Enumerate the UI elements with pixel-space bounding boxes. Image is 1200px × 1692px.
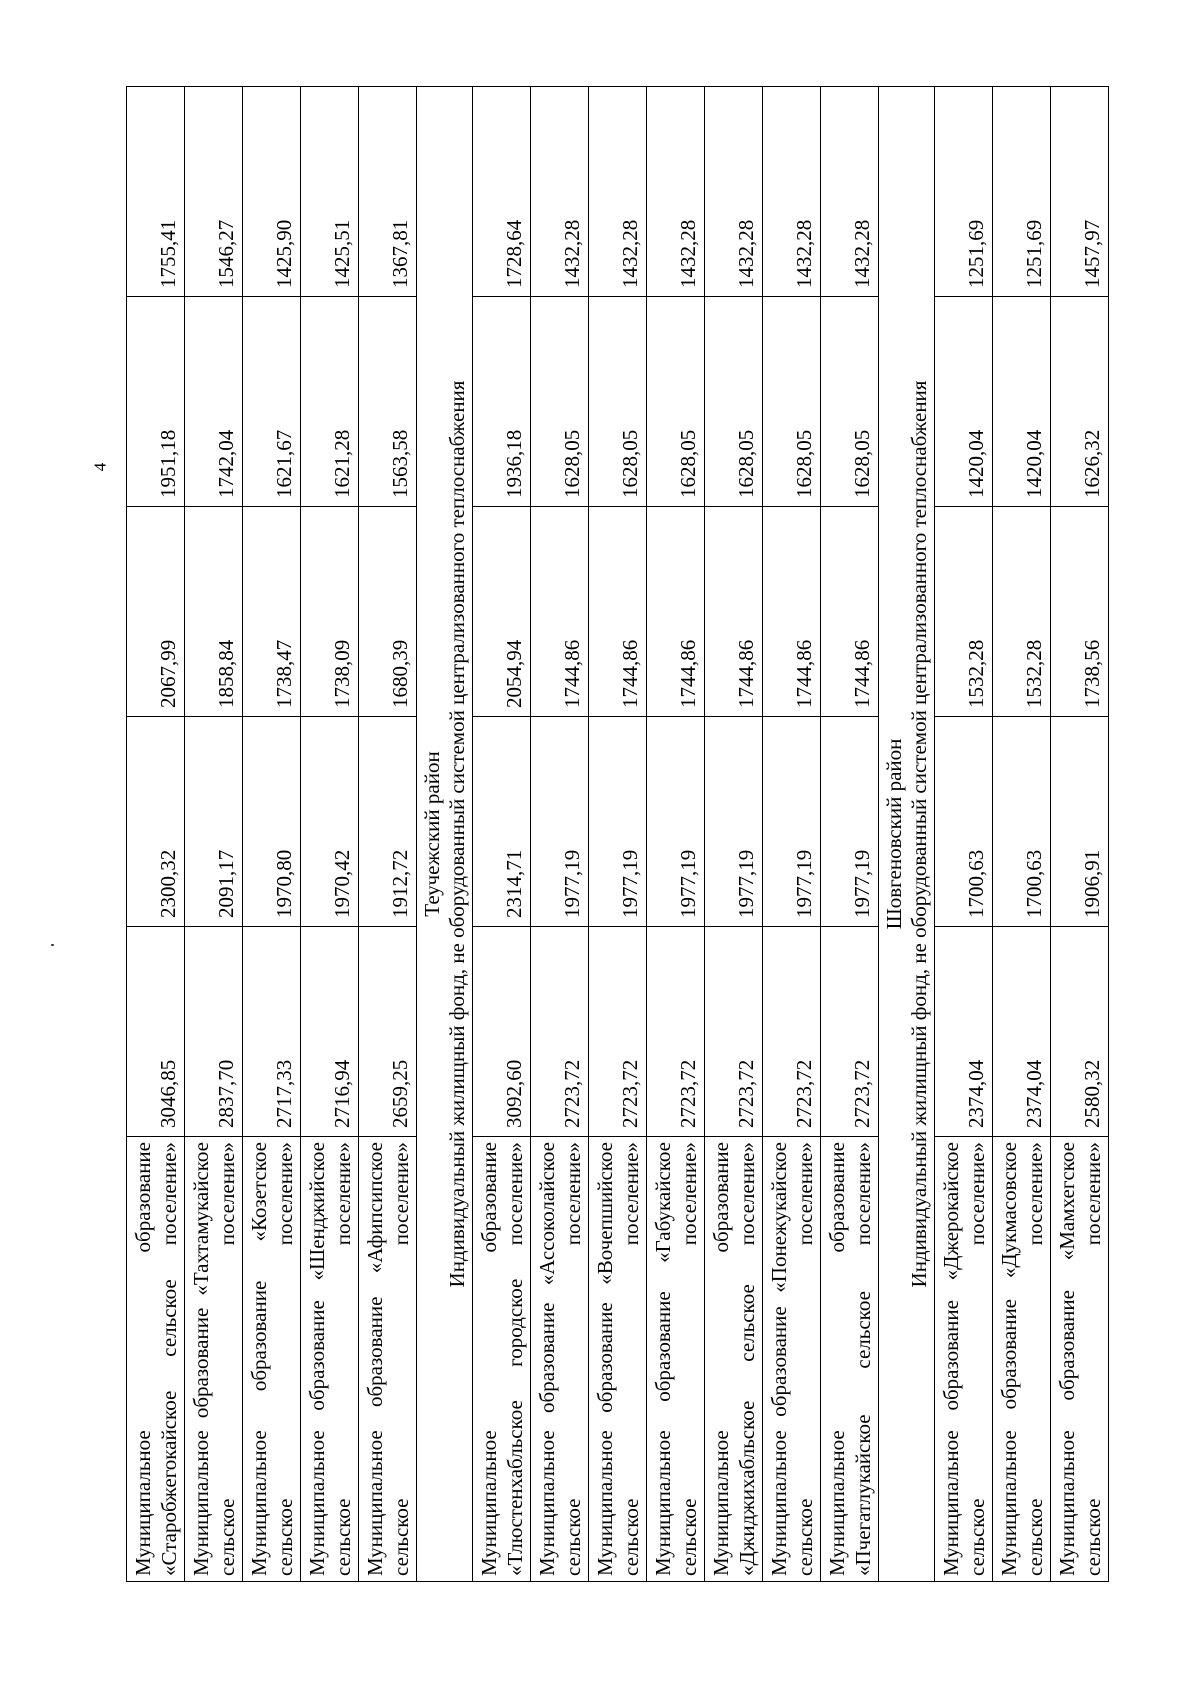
value-cell-3: 1744,86 (647, 507, 705, 717)
value-cell-5: 1425,90 (243, 87, 301, 297)
value-cell-2: 1970,42 (301, 717, 359, 927)
value-cell-2: 1977,19 (589, 717, 647, 927)
value-cell-1: 3092,60 (473, 927, 531, 1137)
table-row (301, 87, 359, 1582)
table-row (763, 87, 821, 1582)
value-cell-5: 1432,28 (763, 87, 821, 297)
value-cell-2: 2091,17 (185, 717, 243, 927)
value-cell-1: 2374,04 (993, 927, 1051, 1137)
value-cell-3: 1738,56 (1051, 507, 1109, 717)
municipality-name-cell (763, 1137, 821, 1582)
value-cell-4: 1420,04 (935, 297, 993, 507)
table-body (127, 87, 1109, 1582)
value-cell-1: 2723,72 (763, 927, 821, 1137)
municipality-name-cell (301, 1137, 359, 1582)
municipality-name-cell (647, 1137, 705, 1582)
municipality-name-line: сельское поселение» (619, 1142, 643, 1576)
value-cell-1: 2580,32 (1051, 927, 1109, 1137)
table-row (185, 87, 243, 1582)
municipality-name-line: сельское поселение» (215, 1142, 239, 1576)
municipality-name-cell (821, 1137, 879, 1582)
municipality-name-cell (531, 1137, 589, 1582)
value-cell-1: 2723,72 (705, 927, 763, 1137)
municipality-name-line: Муниципальное образование «Тахтамукайское (189, 1142, 213, 1576)
municipality-name-line: Муниципальное образование «Вочепшийское (593, 1142, 617, 1576)
municipality-name-line: «Джиджихабльское сельское поселение» (735, 1142, 759, 1576)
value-cell-4: 1621,67 (243, 297, 301, 507)
section-district-title: Шовгеновский район (881, 738, 906, 930)
value-cell-4: 1628,05 (705, 297, 763, 507)
value-cell-3: 1744,86 (821, 507, 879, 717)
municipality-name-cell (127, 1137, 185, 1582)
value-cell-4: 1628,05 (763, 297, 821, 507)
page-number: 4 (90, 462, 110, 472)
municipality-name-cell (1051, 1137, 1109, 1582)
value-cell-1: 2723,72 (647, 927, 705, 1137)
value-cell-4: 1420,04 (993, 297, 1051, 507)
value-cell-2: 2300,32 (127, 717, 185, 927)
value-cell-3: 1744,86 (531, 507, 589, 717)
municipality-name-line: сельское поселение» (389, 1142, 413, 1576)
value-cell-2: 1977,19 (705, 717, 763, 927)
rotated-table-container (126, 87, 1105, 1582)
value-cell-3: 1744,86 (705, 507, 763, 717)
value-cell-3: 1738,09 (301, 507, 359, 717)
value-cell-3: 1532,28 (993, 507, 1051, 717)
value-cell-4: 1626,32 (1051, 297, 1109, 507)
municipality-name-line: «Тлюстенхабльское городское поселение» (503, 1142, 527, 1576)
table-row (473, 87, 531, 1582)
municipality-name-line: Муниципальное образование (477, 1142, 501, 1576)
municipality-name-line: Муниципальное образование «Дукмасовское (997, 1142, 1021, 1576)
value-cell-3: 1744,86 (589, 507, 647, 717)
value-cell-3: 1532,28 (935, 507, 993, 717)
table-row (359, 87, 417, 1582)
value-cell-1: 2837,70 (185, 927, 243, 1137)
value-cell-1: 2723,72 (589, 927, 647, 1137)
value-cell-5: 1432,28 (705, 87, 763, 297)
value-cell-2: 1977,19 (763, 717, 821, 927)
municipality-name-line: сельское поселение» (965, 1142, 989, 1576)
value-cell-2: 1977,19 (531, 717, 589, 927)
value-cell-3: 1858,84 (185, 507, 243, 717)
table-row (705, 87, 763, 1582)
tariff-table (126, 86, 1109, 1582)
table-row (589, 87, 647, 1582)
value-cell-5: 1432,28 (589, 87, 647, 297)
municipality-name-line: сельское поселение» (331, 1142, 355, 1576)
municipality-name-line: сельское поселение» (1081, 1142, 1105, 1576)
municipality-name-line: сельское поселение» (1023, 1142, 1047, 1576)
value-cell-3: 2067,99 (127, 507, 185, 717)
value-cell-5: 1432,28 (647, 87, 705, 297)
value-cell-2: 1977,19 (647, 717, 705, 927)
value-cell-1: 2716,94 (301, 927, 359, 1137)
section-header-cell (879, 87, 935, 1582)
value-cell-2: 1977,19 (821, 717, 879, 927)
municipality-name-line: «Пчегатлукайское сельское поселение» (851, 1142, 875, 1576)
value-cell-4: 1628,05 (647, 297, 705, 507)
value-cell-5: 1457,97 (1051, 87, 1109, 297)
value-cell-5: 1367,81 (359, 87, 417, 297)
value-cell-1: 2717,33 (243, 927, 301, 1137)
table-row (821, 87, 879, 1582)
municipality-name-cell (473, 1137, 531, 1582)
value-cell-2: 1906,91 (1051, 717, 1109, 927)
municipality-name-line: Муниципальное образование «Мамхегское (1055, 1142, 1079, 1576)
table-row (531, 87, 589, 1582)
municipality-name-line: сельское поселение» (793, 1142, 817, 1576)
municipality-name-cell (935, 1137, 993, 1582)
value-cell-5: 1755,41 (127, 87, 185, 297)
table-row (993, 87, 1051, 1582)
value-cell-5: 1728,64 (473, 87, 531, 297)
municipality-name-line: Муниципальное образование (825, 1142, 849, 1576)
value-cell-2: 1912,72 (359, 717, 417, 927)
municipality-name-line: Муниципальное образование «Козетское (247, 1142, 271, 1576)
municipality-name-line: сельское поселение» (561, 1142, 585, 1576)
municipality-name-cell (359, 1137, 417, 1582)
value-cell-5: 1251,69 (935, 87, 993, 297)
section-fund-description: Индивидуальный жилищный фонд, не оборудованный системой централизованного теплоснабжения (906, 380, 931, 1288)
table-row (935, 87, 993, 1582)
value-cell-2: 2314,71 (473, 717, 531, 927)
value-cell-5: 1251,69 (993, 87, 1051, 297)
municipality-name-line: сельское поселение» (677, 1142, 701, 1576)
municipality-name-line: Муниципальное образование «Габукайское (651, 1142, 675, 1576)
table-row (647, 87, 705, 1582)
value-cell-2: 1700,63 (935, 717, 993, 927)
value-cell-1: 2659,25 (359, 927, 417, 1137)
section-header-row (417, 87, 473, 1582)
municipality-name-line: сельское поселение» (273, 1142, 297, 1576)
municipality-name-cell (705, 1137, 763, 1582)
municipality-name-line: Муниципальное образование «Ассоколайское (535, 1142, 559, 1576)
municipality-name-line: Муниципальное образование (131, 1142, 155, 1576)
municipality-name-cell (243, 1137, 301, 1582)
value-cell-4: 1563,58 (359, 297, 417, 507)
value-cell-3: 1744,86 (763, 507, 821, 717)
municipality-name-line: Муниципальное образование «Джерокайское (939, 1142, 963, 1576)
value-cell-1: 2723,72 (531, 927, 589, 1137)
value-cell-2: 1700,63 (993, 717, 1051, 927)
section-header-row (879, 87, 935, 1582)
value-cell-3: 1680,39 (359, 507, 417, 717)
value-cell-1: 2374,04 (935, 927, 993, 1137)
table-row (1051, 87, 1109, 1582)
municipality-name-cell (185, 1137, 243, 1582)
value-cell-4: 1628,05 (531, 297, 589, 507)
value-cell-5: 1546,27 (185, 87, 243, 297)
municipality-name-line: «Старобжегокайское сельское поселение» (157, 1142, 181, 1576)
value-cell-4: 1628,05 (589, 297, 647, 507)
municipality-name-line: Муниципальное образование «Шенджийское (305, 1142, 329, 1576)
municipality-name-line: Муниципальное образование «Афипсипское (363, 1142, 387, 1576)
value-cell-4: 1742,04 (185, 297, 243, 507)
value-cell-3: 2054,94 (473, 507, 531, 717)
section-fund-description: Индивидуальный жилищный фонд, не оборудованный системой централизованного теплоснабжения (444, 380, 469, 1288)
table-row (243, 87, 301, 1582)
value-cell-1: 3046,85 (127, 927, 185, 1137)
value-cell-5: 1432,28 (531, 87, 589, 297)
value-cell-5: 1432,28 (821, 87, 879, 297)
municipality-name-line: Муниципальное образование «Понежукайское (767, 1142, 791, 1576)
value-cell-4: 1951,18 (127, 297, 185, 507)
value-cell-3: 1738,47 (243, 507, 301, 717)
section-header-cell (417, 87, 473, 1582)
table-row (127, 87, 185, 1582)
value-cell-4: 1936,18 (473, 297, 531, 507)
municipality-name-line: Муниципальное образование (709, 1142, 733, 1576)
municipality-name-cell (993, 1137, 1051, 1582)
value-cell-1: 2723,72 (821, 927, 879, 1137)
scan-speck (51, 944, 54, 946)
value-cell-4: 1628,05 (821, 297, 879, 507)
municipality-name-cell (589, 1137, 647, 1582)
section-district-title: Теучежский район (419, 751, 444, 917)
value-cell-5: 1425,51 (301, 87, 359, 297)
value-cell-2: 1970,80 (243, 717, 301, 927)
value-cell-4: 1621,28 (301, 297, 359, 507)
